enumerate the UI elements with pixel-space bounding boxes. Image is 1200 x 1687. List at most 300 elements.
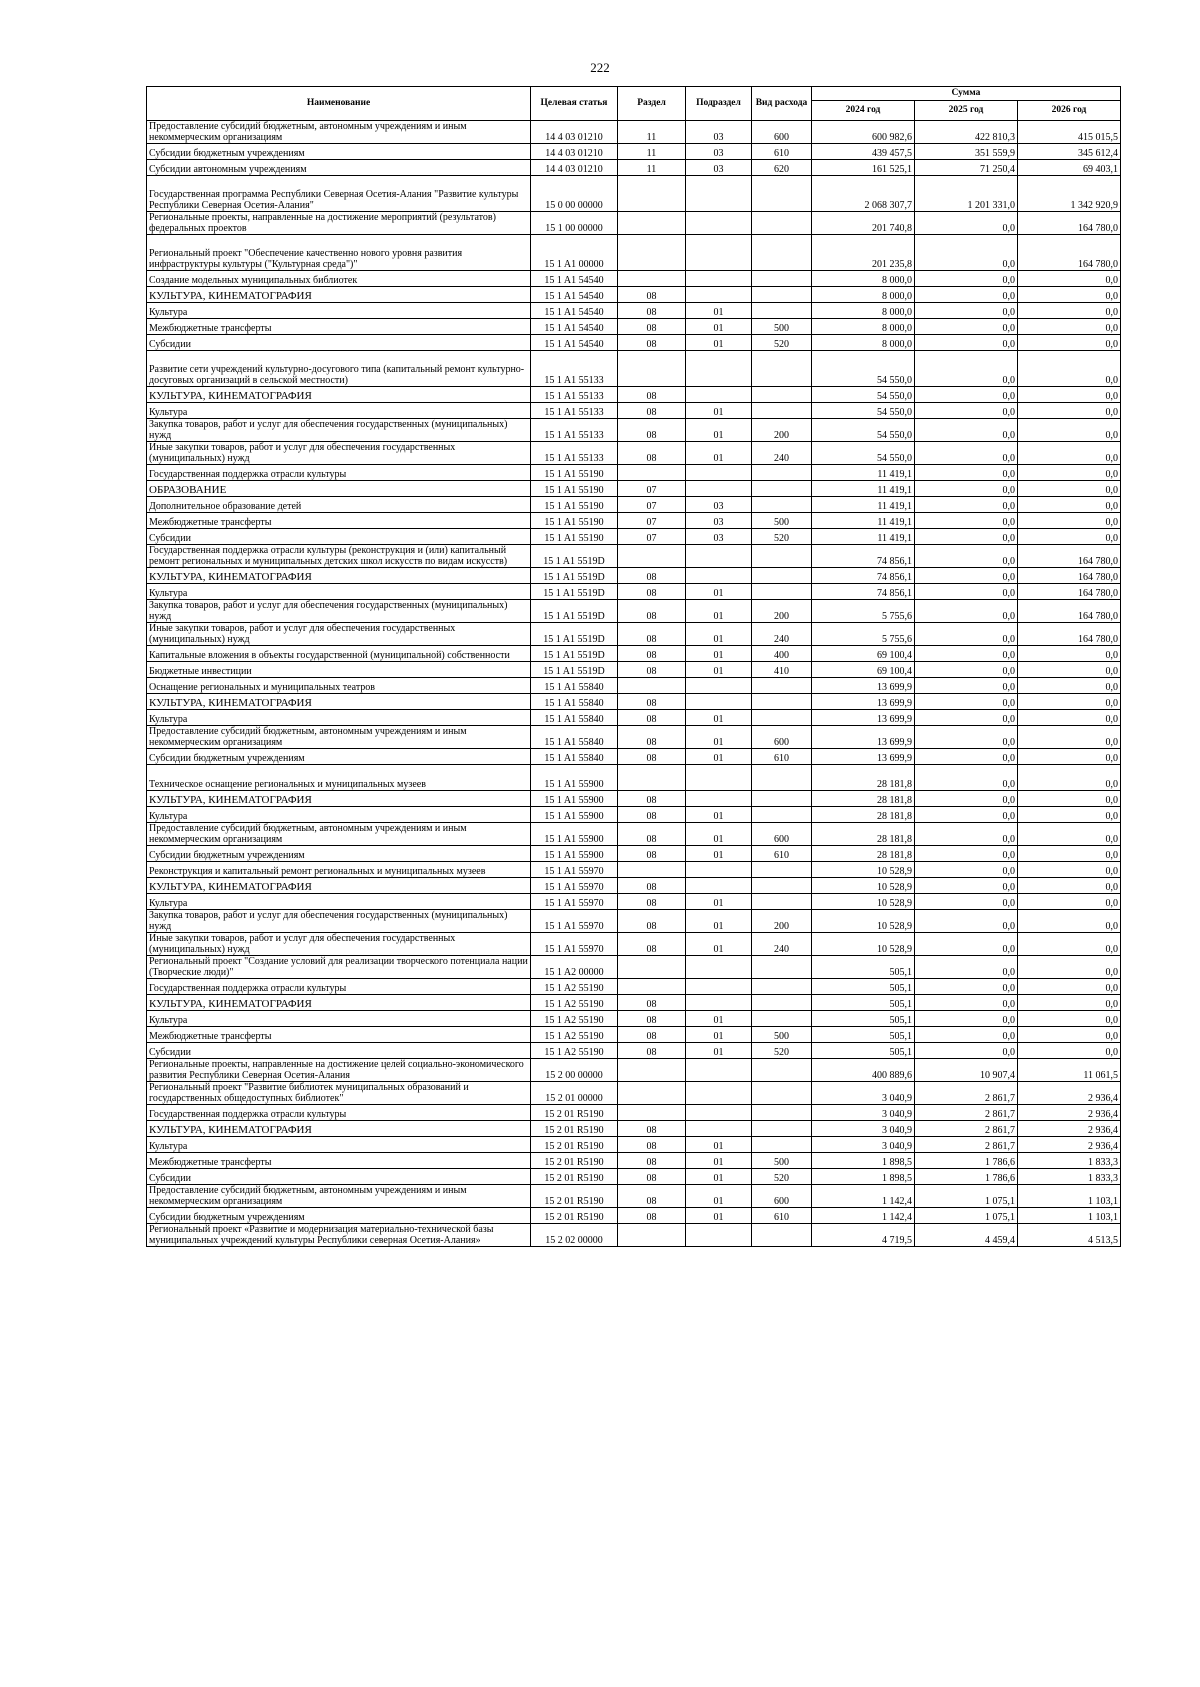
cell-2025: 0,0 <box>915 862 1018 878</box>
cell-target: 15 1 A1 55133 <box>531 351 618 387</box>
cell-subsection: 03 <box>686 513 752 529</box>
cell-section: 08 <box>618 442 686 465</box>
cell-target: 15 1 A1 55900 <box>531 823 618 846</box>
cell-target: 15 2 00 00000 <box>531 1059 618 1082</box>
cell-2026: 164 780,0 <box>1018 545 1121 568</box>
cell-target: 15 1 A1 55970 <box>531 933 618 956</box>
cell-2024: 74 856,1 <box>812 545 915 568</box>
cell-subsection <box>686 568 752 584</box>
cell-target: 15 1 A2 55190 <box>531 995 618 1011</box>
cell-2026: 0,0 <box>1018 846 1121 862</box>
cell-2026: 0,0 <box>1018 271 1121 287</box>
table-row <box>147 287 1121 303</box>
cell-name: Субсидии бюджетным учреждениям <box>147 749 531 765</box>
cell-expense-type <box>752 387 812 403</box>
cell-section: 08 <box>618 894 686 910</box>
cell-subsection <box>686 481 752 497</box>
cell-section <box>618 862 686 878</box>
cell-expense-type: 610 <box>752 846 812 862</box>
table-row <box>147 910 1121 933</box>
cell-2024: 3 040,9 <box>812 1105 915 1121</box>
header-name: Наименование <box>147 87 531 121</box>
cell-2026: 4 513,5 <box>1018 1224 1121 1247</box>
cell-target: 15 1 A1 55900 <box>531 765 618 791</box>
cell-expense-type <box>752 995 812 1011</box>
cell-2026: 0,0 <box>1018 465 1121 481</box>
cell-2026: 0,0 <box>1018 710 1121 726</box>
cell-name: Культура <box>147 303 531 319</box>
table-row <box>147 584 1121 600</box>
cell-expense-type <box>752 1121 812 1137</box>
cell-2024: 13 699,9 <box>812 694 915 710</box>
cell-2024: 54 550,0 <box>812 419 915 442</box>
cell-name: Техническое оснащение региональных и муниципальных музеев <box>147 765 531 791</box>
cell-2026: 0,0 <box>1018 749 1121 765</box>
cell-2025: 0,0 <box>915 387 1018 403</box>
cell-2026: 0,0 <box>1018 419 1121 442</box>
cell-2025: 0,0 <box>915 584 1018 600</box>
cell-name: КУЛЬТУРА, КИНЕМАТОГРАФИЯ <box>147 387 531 403</box>
cell-2024: 8 000,0 <box>812 287 915 303</box>
table-row <box>147 979 1121 995</box>
cell-2025: 0,0 <box>915 933 1018 956</box>
header-section: Раздел <box>618 87 686 121</box>
cell-target: 15 1 A1 55133 <box>531 442 618 465</box>
table-row <box>147 791 1121 807</box>
header-2025: 2025 год <box>915 101 1018 121</box>
cell-2024: 3 040,9 <box>812 1082 915 1105</box>
cell-target: 15 1 A1 55190 <box>531 497 618 513</box>
cell-target: 15 1 A1 54540 <box>531 303 618 319</box>
cell-name: Предоставление субсидий бюджетным, автономным учреждениям и иным некоммерческим организациям <box>147 823 531 846</box>
cell-subsection <box>686 1059 752 1082</box>
cell-2026: 0,0 <box>1018 678 1121 694</box>
cell-expense-type <box>752 176 812 212</box>
cell-expense-type <box>752 894 812 910</box>
cell-target: 15 1 A1 5519D <box>531 646 618 662</box>
cell-2026: 0,0 <box>1018 823 1121 846</box>
cell-section: 08 <box>618 878 686 894</box>
cell-2024: 8 000,0 <box>812 319 915 335</box>
cell-section: 07 <box>618 481 686 497</box>
cell-expense-type <box>752 568 812 584</box>
cell-name: Государственная поддержка отрасли культуры (реконструкция и (или) капитальный ремонт региональных и муниципальных детских школ искусств по видам искусств) <box>147 545 531 568</box>
cell-subsection: 03 <box>686 497 752 513</box>
cell-section: 08 <box>618 419 686 442</box>
cell-2026: 0,0 <box>1018 403 1121 419</box>
cell-target: 15 1 A1 54540 <box>531 319 618 335</box>
page-number: 222 <box>590 60 610 75</box>
cell-subsection <box>686 1082 752 1105</box>
table-row <box>147 1137 1121 1153</box>
cell-expense-type: 520 <box>752 1043 812 1059</box>
cell-section: 08 <box>618 584 686 600</box>
table-row <box>147 749 1121 765</box>
table-row <box>147 995 1121 1011</box>
cell-expense-type <box>752 212 812 235</box>
cell-subsection: 01 <box>686 442 752 465</box>
cell-name: Государственная поддержка отрасли культуры <box>147 465 531 481</box>
cell-name: Закупка товаров, работ и услуг для обеспечения государственных (муниципальных) нужд <box>147 600 531 623</box>
cell-2024: 161 525,1 <box>812 160 915 176</box>
cell-2025: 1 786,6 <box>915 1169 1018 1185</box>
cell-2024: 13 699,9 <box>812 726 915 749</box>
cell-2024: 10 528,9 <box>812 933 915 956</box>
cell-name: Предоставление субсидий бюджетным, автономным учреждениям и иным некоммерческим организациям <box>147 726 531 749</box>
cell-subsection <box>686 765 752 791</box>
cell-section: 07 <box>618 497 686 513</box>
cell-2026: 2 936,4 <box>1018 1082 1121 1105</box>
cell-2025: 0,0 <box>915 481 1018 497</box>
cell-expense-type <box>752 465 812 481</box>
cell-expense-type <box>752 862 812 878</box>
cell-section: 08 <box>618 303 686 319</box>
table-row <box>147 600 1121 623</box>
cell-2026: 0,0 <box>1018 319 1121 335</box>
cell-2026: 0,0 <box>1018 791 1121 807</box>
cell-target: 15 1 A1 5519D <box>531 600 618 623</box>
cell-subsection: 01 <box>686 584 752 600</box>
cell-target: 15 2 01 R5190 <box>531 1137 618 1153</box>
cell-2025: 0,0 <box>915 694 1018 710</box>
cell-2026: 1 103,1 <box>1018 1208 1121 1224</box>
cell-section: 08 <box>618 910 686 933</box>
cell-subsection: 03 <box>686 144 752 160</box>
table-row <box>147 807 1121 823</box>
cell-2024: 10 528,9 <box>812 910 915 933</box>
cell-2024: 11 419,1 <box>812 513 915 529</box>
cell-section <box>618 212 686 235</box>
cell-2025: 0,0 <box>915 287 1018 303</box>
cell-2024: 54 550,0 <box>812 403 915 419</box>
cell-2026: 0,0 <box>1018 351 1121 387</box>
cell-subsection <box>686 387 752 403</box>
cell-2026: 1 833,3 <box>1018 1169 1121 1185</box>
cell-target: 15 1 A2 55190 <box>531 1027 618 1043</box>
table-row <box>147 497 1121 513</box>
cell-target: 15 2 01 R5190 <box>531 1153 618 1169</box>
cell-2025: 2 861,7 <box>915 1105 1018 1121</box>
cell-target: 15 1 A2 55190 <box>531 979 618 995</box>
cell-target: 15 1 A1 55190 <box>531 481 618 497</box>
cell-section <box>618 979 686 995</box>
cell-name: Иные закупки товаров, работ и услуг для обеспечения государственных (муниципальных) нужд <box>147 623 531 646</box>
cell-name: Оснащение региональных и муниципальных театров <box>147 678 531 694</box>
cell-name: КУЛЬТУРА, КИНЕМАТОГРАФИЯ <box>147 568 531 584</box>
cell-2026: 0,0 <box>1018 303 1121 319</box>
cell-section: 08 <box>618 1027 686 1043</box>
cell-subsection: 01 <box>686 1153 752 1169</box>
table-row <box>147 662 1121 678</box>
table-row <box>147 1105 1121 1121</box>
cell-section: 08 <box>618 1011 686 1027</box>
cell-expense-type <box>752 1059 812 1082</box>
cell-subsection <box>686 878 752 894</box>
cell-section <box>618 1082 686 1105</box>
cell-subsection: 01 <box>686 303 752 319</box>
cell-section: 08 <box>618 646 686 662</box>
cell-2025: 0,0 <box>915 319 1018 335</box>
cell-name: КУЛЬТУРА, КИНЕМАТОГРАФИЯ <box>147 878 531 894</box>
cell-2024: 54 550,0 <box>812 442 915 465</box>
cell-2024: 201 235,8 <box>812 235 915 271</box>
cell-expense-type <box>752 545 812 568</box>
cell-target: 15 1 A1 00000 <box>531 235 618 271</box>
cell-target: 15 1 A1 55840 <box>531 678 618 694</box>
cell-name: КУЛЬТУРА, КИНЕМАТОГРАФИЯ <box>147 1121 531 1137</box>
cell-target: 15 1 00 00000 <box>531 212 618 235</box>
cell-name: Реконструкция и капитальный ремонт региональных и муниципальных музеев <box>147 862 531 878</box>
cell-2026: 0,0 <box>1018 481 1121 497</box>
table-row <box>147 465 1121 481</box>
cell-expense-type <box>752 271 812 287</box>
cell-section: 08 <box>618 933 686 956</box>
cell-subsection: 01 <box>686 846 752 862</box>
cell-name: Культура <box>147 710 531 726</box>
cell-target: 15 1 A1 5519D <box>531 662 618 678</box>
table-row <box>147 862 1121 878</box>
table-row <box>147 694 1121 710</box>
cell-2025: 0,0 <box>915 1011 1018 1027</box>
cell-name: Межбюджетные трансферты <box>147 1027 531 1043</box>
cell-name: Дополнительное образование детей <box>147 497 531 513</box>
cell-subsection <box>686 694 752 710</box>
cell-2024: 1 142,4 <box>812 1208 915 1224</box>
cell-section: 08 <box>618 568 686 584</box>
cell-name: КУЛЬТУРА, КИНЕМАТОГРАФИЯ <box>147 995 531 1011</box>
cell-target: 15 1 A1 55190 <box>531 465 618 481</box>
cell-2025: 0,0 <box>915 600 1018 623</box>
cell-2024: 11 419,1 <box>812 497 915 513</box>
cell-section: 08 <box>618 726 686 749</box>
cell-name: Государственная программа Республики Северная Осетия-Алания "Развитие культуры Республики Северная Осетия-Алания" <box>147 176 531 212</box>
cell-section <box>618 1105 686 1121</box>
cell-target: 15 1 A1 55190 <box>531 513 618 529</box>
cell-2024: 10 528,9 <box>812 878 915 894</box>
cell-2026: 2 936,4 <box>1018 1105 1121 1121</box>
cell-name: Субсидии <box>147 1169 531 1185</box>
cell-2026: 11 061,5 <box>1018 1059 1121 1082</box>
cell-2025: 0,0 <box>915 513 1018 529</box>
cell-target: 15 1 A2 55190 <box>531 1043 618 1059</box>
cell-2024: 28 181,8 <box>812 846 915 862</box>
cell-section: 08 <box>618 694 686 710</box>
cell-2025: 0,0 <box>915 335 1018 351</box>
cell-name: Субсидии автономным учреждениям <box>147 160 531 176</box>
cell-target: 15 1 A1 5519D <box>531 623 618 646</box>
cell-expense-type: 520 <box>752 529 812 545</box>
cell-2024: 439 457,5 <box>812 144 915 160</box>
cell-expense-type <box>752 694 812 710</box>
cell-section <box>618 176 686 212</box>
header-2024: 2024 год <box>812 101 915 121</box>
cell-section: 08 <box>618 335 686 351</box>
cell-expense-type: 520 <box>752 1169 812 1185</box>
cell-section <box>618 678 686 694</box>
cell-target: 15 1 A1 54540 <box>531 271 618 287</box>
cell-2026: 0,0 <box>1018 335 1121 351</box>
table-row <box>147 726 1121 749</box>
cell-2025: 0,0 <box>915 545 1018 568</box>
cell-name: КУЛЬТУРА, КИНЕМАТОГРАФИЯ <box>147 694 531 710</box>
cell-expense-type: 240 <box>752 623 812 646</box>
cell-section: 08 <box>618 319 686 335</box>
cell-2025: 0,0 <box>915 623 1018 646</box>
cell-subsection <box>686 287 752 303</box>
cell-expense-type: 200 <box>752 910 812 933</box>
cell-section: 08 <box>618 287 686 303</box>
cell-subsection: 01 <box>686 1043 752 1059</box>
cell-2026: 164 780,0 <box>1018 212 1121 235</box>
cell-expense-type: 520 <box>752 335 812 351</box>
cell-subsection <box>686 176 752 212</box>
cell-target: 15 2 01 R5190 <box>531 1121 618 1137</box>
cell-name: Создание модельных муниципальных библиотек <box>147 271 531 287</box>
cell-2025: 2 861,7 <box>915 1137 1018 1153</box>
cell-section: 08 <box>618 1169 686 1185</box>
cell-2025: 10 907,4 <box>915 1059 1018 1082</box>
cell-2025: 2 861,7 <box>915 1121 1018 1137</box>
cell-section: 08 <box>618 1153 686 1169</box>
cell-expense-type: 500 <box>752 1027 812 1043</box>
cell-subsection <box>686 545 752 568</box>
cell-subsection <box>686 1121 752 1137</box>
cell-target: 14 4 03 01210 <box>531 121 618 144</box>
table-row <box>147 1185 1121 1208</box>
cell-name: Капитальные вложения в объекты государственной (муниципальной) собственности <box>147 646 531 662</box>
cell-2024: 54 550,0 <box>812 351 915 387</box>
cell-2026: 164 780,0 <box>1018 584 1121 600</box>
cell-section <box>618 235 686 271</box>
cell-name: Субсидии бюджетным учреждениям <box>147 846 531 862</box>
cell-section <box>618 351 686 387</box>
cell-subsection: 01 <box>686 600 752 623</box>
cell-name: Субсидии <box>147 1043 531 1059</box>
cell-subsection: 01 <box>686 749 752 765</box>
cell-2024: 10 528,9 <box>812 894 915 910</box>
cell-2024: 11 419,1 <box>812 465 915 481</box>
cell-section: 11 <box>618 160 686 176</box>
table-row <box>147 623 1121 646</box>
cell-subsection: 01 <box>686 894 752 910</box>
cell-2026: 0,0 <box>1018 878 1121 894</box>
cell-section: 08 <box>618 823 686 846</box>
cell-expense-type: 200 <box>752 419 812 442</box>
cell-subsection: 01 <box>686 1011 752 1027</box>
cell-2024: 2 068 307,7 <box>812 176 915 212</box>
cell-subsection: 03 <box>686 160 752 176</box>
cell-2025: 0,0 <box>915 749 1018 765</box>
cell-expense-type: 610 <box>752 144 812 160</box>
table-row <box>147 1121 1121 1137</box>
cell-section: 08 <box>618 749 686 765</box>
cell-2024: 505,1 <box>812 979 915 995</box>
cell-subsection: 01 <box>686 1137 752 1153</box>
cell-2025: 0,0 <box>915 678 1018 694</box>
cell-name: Культура <box>147 403 531 419</box>
cell-2025: 0,0 <box>915 442 1018 465</box>
cell-expense-type <box>752 807 812 823</box>
cell-expense-type: 600 <box>752 1185 812 1208</box>
cell-2026: 1 833,3 <box>1018 1153 1121 1169</box>
cell-2024: 8 000,0 <box>812 335 915 351</box>
cell-name: Иные закупки товаров, работ и услуг для обеспечения государственных (муниципальных) нужд <box>147 933 531 956</box>
cell-2026: 0,0 <box>1018 894 1121 910</box>
cell-2024: 3 040,9 <box>812 1121 915 1137</box>
cell-target: 15 2 01 R5190 <box>531 1208 618 1224</box>
cell-section: 08 <box>618 1185 686 1208</box>
cell-2025: 0,0 <box>915 529 1018 545</box>
cell-name: Региональные проекты, направленные на достижение мероприятий (результатов) федеральных проектов <box>147 212 531 235</box>
table-row <box>147 1153 1121 1169</box>
cell-name: Культура <box>147 1137 531 1153</box>
cell-section: 08 <box>618 710 686 726</box>
cell-name: Субсидии <box>147 529 531 545</box>
cell-2024: 28 181,8 <box>812 765 915 791</box>
cell-2026: 0,0 <box>1018 387 1121 403</box>
cell-2024: 505,1 <box>812 1027 915 1043</box>
table-row <box>147 1027 1121 1043</box>
cell-section: 07 <box>618 529 686 545</box>
cell-subsection: 01 <box>686 823 752 846</box>
cell-2026: 0,0 <box>1018 765 1121 791</box>
cell-target: 14 4 03 01210 <box>531 144 618 160</box>
cell-2025: 0,0 <box>915 956 1018 979</box>
table-row <box>147 823 1121 846</box>
cell-subsection <box>686 1224 752 1247</box>
cell-2026: 164 780,0 <box>1018 235 1121 271</box>
cell-2024: 505,1 <box>812 1043 915 1059</box>
cell-expense-type: 610 <box>752 749 812 765</box>
cell-subsection <box>686 979 752 995</box>
cell-2026: 0,0 <box>1018 442 1121 465</box>
cell-target: 15 1 A1 5519D <box>531 568 618 584</box>
cell-target: 15 1 A1 55970 <box>531 910 618 933</box>
cell-2024: 8 000,0 <box>812 271 915 287</box>
cell-subsection: 01 <box>686 419 752 442</box>
cell-name: Межбюджетные трансферты <box>147 513 531 529</box>
cell-2026: 2 936,4 <box>1018 1121 1121 1137</box>
table-row <box>147 545 1121 568</box>
cell-name: КУЛЬТУРА, КИНЕМАТОГРАФИЯ <box>147 287 531 303</box>
cell-2024: 1 898,5 <box>812 1153 915 1169</box>
cell-subsection: 01 <box>686 910 752 933</box>
cell-section <box>618 765 686 791</box>
cell-2025: 0,0 <box>915 419 1018 442</box>
cell-name: Закупка товаров, работ и услуг для обеспечения государственных (муниципальных) нужд <box>147 419 531 442</box>
table-row <box>147 1208 1121 1224</box>
cell-subsection: 01 <box>686 662 752 678</box>
cell-name: Культура <box>147 584 531 600</box>
cell-2026: 164 780,0 <box>1018 568 1121 584</box>
cell-2026: 0,0 <box>1018 726 1121 749</box>
cell-2025: 351 559,9 <box>915 144 1018 160</box>
cell-name: Государственная поддержка отрасли культуры <box>147 1105 531 1121</box>
cell-target: 15 1 A1 55900 <box>531 846 618 862</box>
cell-expense-type <box>752 1224 812 1247</box>
cell-subsection: 01 <box>686 1027 752 1043</box>
table-row <box>147 481 1121 497</box>
cell-expense-type: 500 <box>752 513 812 529</box>
table-row <box>147 387 1121 403</box>
cell-2025: 0,0 <box>915 979 1018 995</box>
cell-2026: 0,0 <box>1018 807 1121 823</box>
cell-subsection: 03 <box>686 121 752 144</box>
cell-expense-type: 200 <box>752 600 812 623</box>
table-row <box>147 176 1121 212</box>
cell-2026: 0,0 <box>1018 497 1121 513</box>
cell-subsection <box>686 862 752 878</box>
